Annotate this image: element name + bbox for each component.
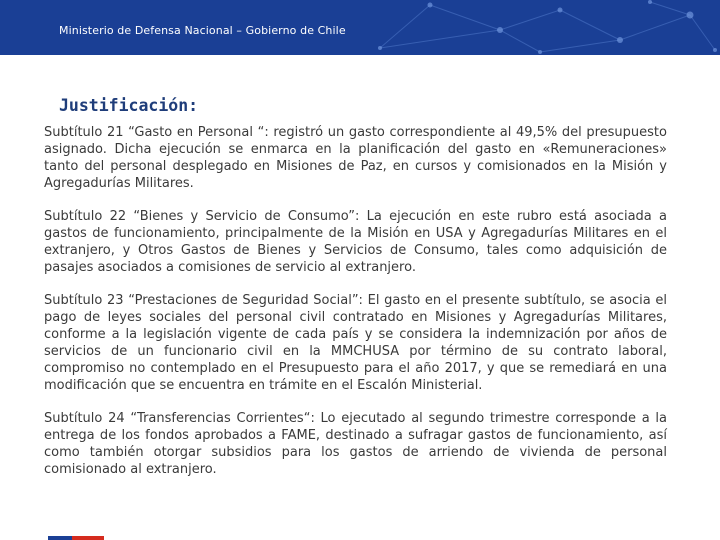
header-ministry-text: Ministerio de Defensa Nacional – Gobierno de Chile bbox=[59, 24, 346, 37]
paragraph-subtitulo-24: Subtítulo 24 “Transferencias Corrientes“: Lo ejecutado al segundo trimestre corresponde a la entrega de los fondos aprobados a FAME, destinado a sufragar gastos de funcionamiento, así como también otorgar subsidios para los gastos de arriendo de vivienda de personal comisionado al extranjero. bbox=[44, 411, 667, 477]
paragraph-subtitulo-23: Subtítulo 23 “Prestaciones de Seguridad Social”: El gasto en el presente subtítulo, se asocia el pago de leyes sociales del personal civil contratado en Misiones y Agregadurías Militares, conforme a la legislación vigente de cada país y se considera la indemnización por años de servicios de un funcionario civil en la MMCHUSA por término de su contrato laboral, compromiso no contemplado en el Presupuesto para el año 2017, y que se remediará en una modificación que se encuentra en trámite en el Escalón Ministerial. bbox=[44, 293, 667, 393]
chile-flag-strip bbox=[48, 536, 104, 540]
paragraph-subtitulo-22: Subtítulo 22 “Bienes y Servicio de Consumo”: La ejecución en este rubro está asociada a gastos de funcionamiento, principalmente de la Misión en USA y Agregadurías Militares en el extranjero, y Otros Gastos de Bienes y Servicios de Consumo, tales como adquisición de pasajes asociados a comisiones de servicio al extranjero. bbox=[44, 209, 667, 275]
flag-blue-segment bbox=[48, 536, 72, 540]
paragraph-subtitulo-21: Subtítulo 21 “Gasto en Personal “: registró un gasto correspondiente al 49,5% del presupuesto asignado. Dicha ejecución se enmarca en la planificación del gasto en «Remuneraciones» tanto del personal desplegado en Misiones de Paz, en cursos y comisionados en la Misión y Agregadurías Militares. bbox=[44, 125, 667, 191]
justification-body bbox=[44, 124, 667, 494]
header-band bbox=[0, 0, 720, 55]
flag-red-segment bbox=[72, 536, 104, 540]
page-title: Justificación: bbox=[59, 96, 199, 115]
